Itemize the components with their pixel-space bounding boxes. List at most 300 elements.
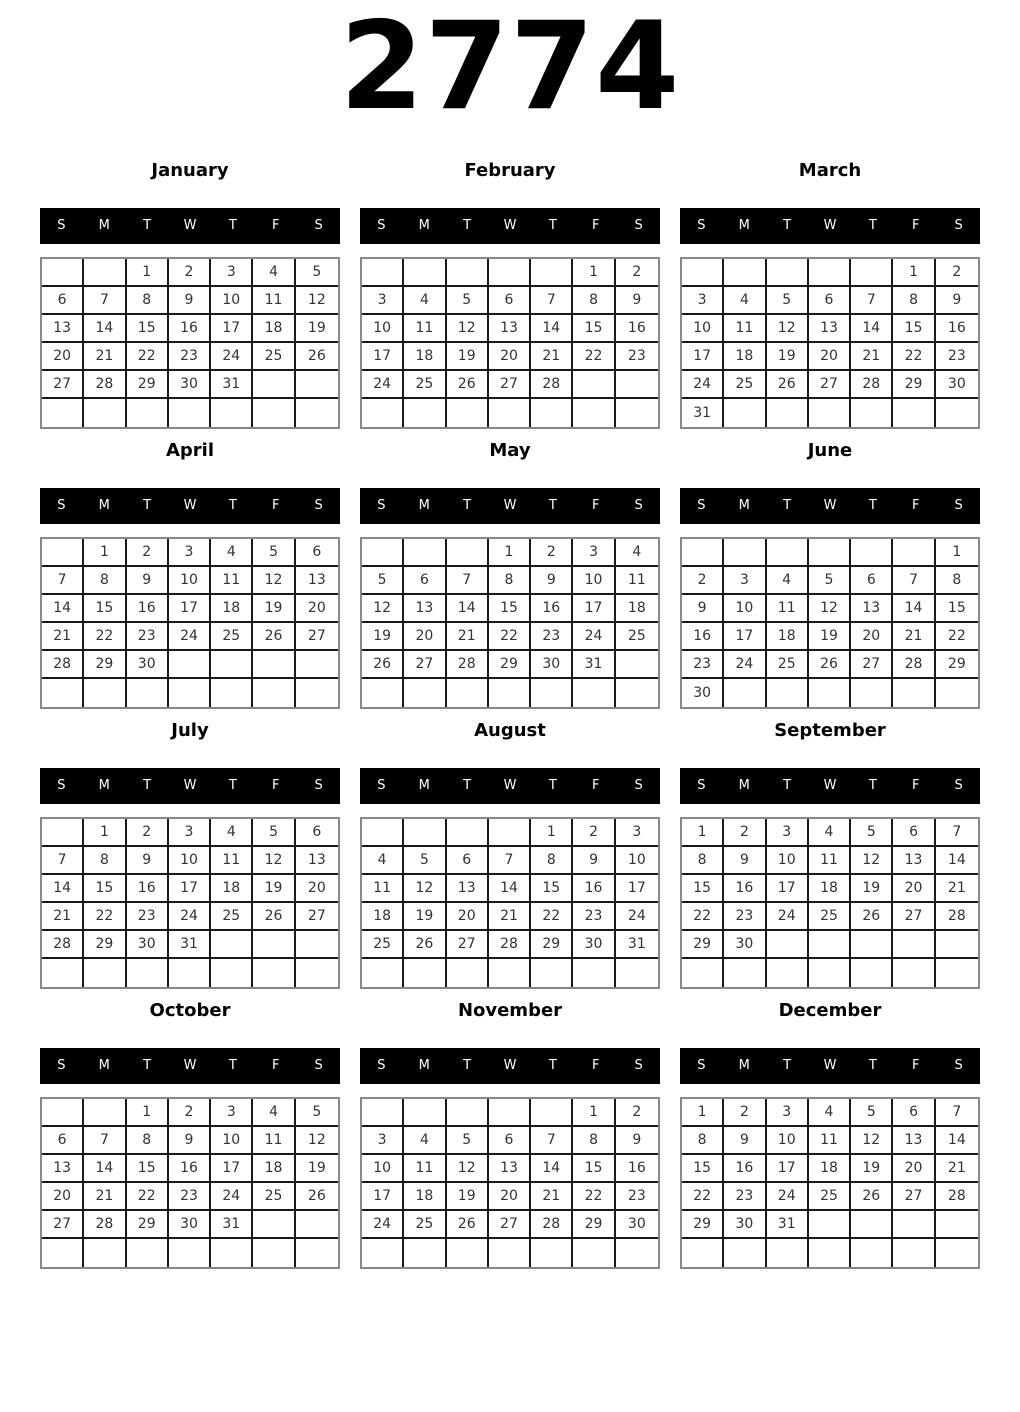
- month-calendar: [360, 158, 660, 429]
- date-cell: 29: [127, 371, 169, 399]
- date-cell: 19: [253, 595, 295, 623]
- date-cell: 6: [42, 287, 84, 315]
- date-cell: 10: [616, 847, 658, 875]
- date-cell: 25: [211, 623, 253, 651]
- date-cell: 21: [42, 903, 84, 931]
- date-cell: 17: [362, 1183, 404, 1211]
- date-cell: 2: [169, 1099, 211, 1127]
- date-cell: 25: [253, 1183, 295, 1211]
- month-title: November: [457, 1000, 563, 1021]
- date-grid: [680, 257, 980, 429]
- empty-date-cell: [767, 399, 809, 427]
- month-title: September: [774, 720, 886, 741]
- weekday-letter: W: [503, 778, 517, 793]
- month-title: December: [778, 1000, 882, 1021]
- date-cell: 1: [573, 1099, 615, 1127]
- empty-date-cell: [616, 1239, 658, 1267]
- date-cell: 18: [809, 875, 851, 903]
- empty-date-cell: [404, 1099, 446, 1127]
- date-cell: 3: [767, 1099, 809, 1127]
- empty-date-cell: [211, 679, 253, 707]
- empty-date-cell: [809, 959, 851, 987]
- weekday-header-row: [40, 768, 340, 804]
- empty-date-cell: [893, 399, 935, 427]
- month-title: March: [798, 160, 862, 181]
- empty-date-cell: [211, 1239, 253, 1267]
- date-grid: [680, 1097, 980, 1269]
- weekday-letter: S: [697, 218, 706, 233]
- date-cell: 10: [169, 847, 211, 875]
- empty-date-cell: [767, 679, 809, 707]
- month-calendar: [40, 718, 340, 989]
- date-cell: 18: [404, 343, 446, 371]
- date-cell: 12: [253, 567, 295, 595]
- date-cell: 26: [447, 1211, 489, 1239]
- empty-date-cell: [809, 399, 851, 427]
- date-cell: 8: [573, 287, 615, 315]
- empty-date-cell: [809, 539, 851, 567]
- date-cell: 1: [682, 819, 724, 847]
- date-cell: 23: [936, 343, 978, 371]
- weekday-header-row: [360, 488, 660, 524]
- date-cell: 27: [296, 623, 338, 651]
- date-cell: 11: [809, 847, 851, 875]
- date-cell: 29: [127, 1211, 169, 1239]
- date-cell: 22: [531, 903, 573, 931]
- date-cell: 28: [489, 931, 531, 959]
- date-cell: 9: [573, 847, 615, 875]
- date-cell: 19: [447, 1183, 489, 1211]
- date-cell: 22: [84, 903, 126, 931]
- date-cell: 5: [809, 567, 851, 595]
- empty-date-cell: [724, 539, 766, 567]
- weekday-letter: M: [418, 1058, 430, 1073]
- weekday-letter: S: [954, 498, 963, 513]
- date-cell: 21: [489, 903, 531, 931]
- date-cell: 9: [169, 287, 211, 315]
- date-cell: 5: [447, 287, 489, 315]
- date-cell: 21: [893, 623, 935, 651]
- date-cell: 18: [616, 595, 658, 623]
- date-cell: 23: [169, 1183, 211, 1211]
- weekday-letter: W: [503, 1058, 517, 1073]
- empty-date-cell: [362, 819, 404, 847]
- date-cell: 7: [447, 567, 489, 595]
- date-cell: 29: [936, 651, 978, 679]
- date-cell: 19: [253, 875, 295, 903]
- empty-date-cell: [404, 679, 446, 707]
- date-cell: 4: [809, 1099, 851, 1127]
- month-calendar: [40, 438, 340, 709]
- weekday-letter: F: [911, 498, 920, 513]
- empty-date-cell: [851, 1211, 893, 1239]
- weekday-letter: T: [868, 498, 877, 513]
- date-cell: 30: [169, 371, 211, 399]
- date-cell: 17: [169, 595, 211, 623]
- date-cell: 11: [767, 595, 809, 623]
- date-cell: 30: [127, 931, 169, 959]
- date-cell: 25: [253, 343, 295, 371]
- date-cell: 27: [42, 1211, 84, 1239]
- weekday-letter: F: [911, 218, 920, 233]
- date-cell: 26: [809, 651, 851, 679]
- empty-date-cell: [809, 931, 851, 959]
- date-cell: 20: [489, 343, 531, 371]
- date-cell: 11: [253, 287, 295, 315]
- month-calendar: [360, 438, 660, 709]
- weekday-letter: W: [183, 1058, 197, 1073]
- empty-date-cell: [851, 259, 893, 287]
- empty-date-cell: [531, 399, 573, 427]
- date-cell: 12: [253, 847, 295, 875]
- date-cell: 10: [767, 847, 809, 875]
- weekday-letter: T: [548, 218, 557, 233]
- date-cell: 22: [893, 343, 935, 371]
- month-title: June: [807, 440, 853, 461]
- date-cell: 20: [42, 1183, 84, 1211]
- weekday-letter: T: [143, 498, 152, 513]
- date-cell: 18: [253, 315, 295, 343]
- date-cell: 2: [127, 539, 169, 567]
- weekday-letter: S: [954, 1058, 963, 1073]
- date-cell: 13: [489, 1155, 531, 1183]
- date-cell: 14: [84, 315, 126, 343]
- date-grid: [360, 1097, 660, 1269]
- date-cell: 21: [84, 343, 126, 371]
- date-cell: 26: [296, 343, 338, 371]
- date-cell: 7: [489, 847, 531, 875]
- date-cell: 13: [893, 847, 935, 875]
- date-cell: 28: [851, 371, 893, 399]
- date-cell: 28: [531, 371, 573, 399]
- date-cell: 15: [489, 595, 531, 623]
- weekday-letter: S: [377, 778, 386, 793]
- weekday-letter: W: [503, 218, 517, 233]
- date-cell: 2: [936, 259, 978, 287]
- date-cell: 3: [767, 819, 809, 847]
- date-cell: 15: [127, 1155, 169, 1183]
- weekday-letter: S: [697, 1058, 706, 1073]
- weekday-letter: S: [634, 778, 643, 793]
- date-cell: 24: [767, 903, 809, 931]
- empty-date-cell: [489, 259, 531, 287]
- date-cell: 22: [573, 1183, 615, 1211]
- date-cell: 3: [362, 287, 404, 315]
- weekday-letter: M: [738, 1058, 750, 1073]
- empty-date-cell: [573, 1239, 615, 1267]
- weekday-letter: S: [697, 778, 706, 793]
- date-cell: 27: [893, 903, 935, 931]
- month-calendar: [360, 718, 660, 989]
- empty-date-cell: [724, 1239, 766, 1267]
- empty-date-cell: [767, 931, 809, 959]
- date-cell: 9: [724, 1127, 766, 1155]
- weekday-letter: F: [591, 1058, 600, 1073]
- date-cell: 20: [893, 1155, 935, 1183]
- date-cell: 15: [682, 1155, 724, 1183]
- date-cell: 8: [489, 567, 531, 595]
- date-cell: 29: [84, 651, 126, 679]
- date-cell: 19: [404, 903, 446, 931]
- date-cell: 17: [169, 875, 211, 903]
- weekday-letter: W: [503, 498, 517, 513]
- date-cell: 16: [616, 315, 658, 343]
- date-cell: 10: [362, 315, 404, 343]
- empty-date-cell: [851, 931, 893, 959]
- empty-date-cell: [936, 679, 978, 707]
- weekday-letter: S: [314, 778, 323, 793]
- date-cell: 12: [404, 875, 446, 903]
- empty-date-cell: [127, 399, 169, 427]
- empty-date-cell: [42, 259, 84, 287]
- date-cell: 15: [84, 875, 126, 903]
- empty-date-cell: [404, 959, 446, 987]
- weekday-letter: S: [57, 778, 66, 793]
- date-cell: 13: [851, 595, 893, 623]
- date-cell: 15: [127, 315, 169, 343]
- date-cell: 6: [42, 1127, 84, 1155]
- date-cell: 19: [767, 343, 809, 371]
- empty-date-cell: [42, 959, 84, 987]
- month-title: February: [464, 160, 556, 181]
- date-grid: [40, 257, 340, 429]
- date-cell: 27: [447, 931, 489, 959]
- date-cell: 5: [767, 287, 809, 315]
- month-title: May: [489, 440, 531, 461]
- date-cell: 16: [616, 1155, 658, 1183]
- date-cell: 26: [767, 371, 809, 399]
- date-cell: 12: [851, 1127, 893, 1155]
- date-cell: 16: [531, 595, 573, 623]
- weekday-letter: F: [271, 1058, 280, 1073]
- date-cell: 9: [531, 567, 573, 595]
- date-cell: 25: [616, 623, 658, 651]
- empty-date-cell: [724, 959, 766, 987]
- date-cell: 2: [682, 567, 724, 595]
- date-cell: 11: [362, 875, 404, 903]
- weekday-header-row: [360, 768, 660, 804]
- date-cell: 23: [682, 651, 724, 679]
- date-cell: 8: [573, 1127, 615, 1155]
- date-cell: 2: [724, 1099, 766, 1127]
- date-cell: 22: [936, 623, 978, 651]
- weekday-letter: W: [183, 498, 197, 513]
- weekday-letter: T: [143, 778, 152, 793]
- date-cell: 30: [573, 931, 615, 959]
- date-cell: 19: [296, 315, 338, 343]
- date-cell: 19: [447, 343, 489, 371]
- empty-date-cell: [489, 399, 531, 427]
- weekday-letter: W: [823, 498, 837, 513]
- weekday-header-row: [40, 488, 340, 524]
- weekday-letter: S: [314, 498, 323, 513]
- date-cell: 29: [682, 931, 724, 959]
- month-calendar: [680, 718, 980, 989]
- date-cell: 27: [851, 651, 893, 679]
- date-cell: 16: [127, 595, 169, 623]
- empty-date-cell: [767, 539, 809, 567]
- empty-date-cell: [84, 1099, 126, 1127]
- empty-date-cell: [809, 679, 851, 707]
- empty-date-cell: [573, 959, 615, 987]
- date-cell: 11: [404, 1155, 446, 1183]
- date-cell: 6: [489, 1127, 531, 1155]
- date-cell: 13: [296, 847, 338, 875]
- date-cell: 21: [851, 343, 893, 371]
- date-cell: 30: [936, 371, 978, 399]
- weekday-letter: S: [634, 1058, 643, 1073]
- date-cell: 6: [893, 819, 935, 847]
- date-cell: 12: [767, 315, 809, 343]
- empty-date-cell: [616, 371, 658, 399]
- weekday-letter: T: [228, 498, 237, 513]
- empty-date-cell: [447, 259, 489, 287]
- date-cell: 30: [616, 1211, 658, 1239]
- weekday-letter: M: [98, 218, 110, 233]
- empty-date-cell: [169, 651, 211, 679]
- date-cell: 16: [724, 875, 766, 903]
- weekday-letter: S: [57, 218, 66, 233]
- empty-date-cell: [447, 539, 489, 567]
- date-cell: 28: [936, 903, 978, 931]
- weekday-letter: W: [823, 778, 837, 793]
- empty-date-cell: [767, 1239, 809, 1267]
- date-cell: 18: [404, 1183, 446, 1211]
- date-cell: 11: [253, 1127, 295, 1155]
- date-cell: 17: [211, 315, 253, 343]
- date-cell: 13: [42, 1155, 84, 1183]
- date-cell: 31: [169, 931, 211, 959]
- empty-date-cell: [531, 679, 573, 707]
- date-cell: 22: [682, 1183, 724, 1211]
- empty-date-cell: [616, 679, 658, 707]
- date-cell: 21: [42, 623, 84, 651]
- date-cell: 1: [127, 1099, 169, 1127]
- date-cell: 14: [42, 595, 84, 623]
- date-cell: 20: [42, 343, 84, 371]
- month-title: April: [165, 440, 215, 461]
- date-cell: 1: [127, 259, 169, 287]
- weekday-letter: T: [868, 218, 877, 233]
- date-cell: 9: [724, 847, 766, 875]
- date-cell: 17: [616, 875, 658, 903]
- date-cell: 4: [404, 287, 446, 315]
- empty-date-cell: [447, 819, 489, 847]
- weekday-letter: S: [634, 498, 643, 513]
- empty-date-cell: [682, 1239, 724, 1267]
- date-cell: 5: [851, 819, 893, 847]
- date-cell: 20: [296, 595, 338, 623]
- weekday-letter: T: [463, 1058, 472, 1073]
- empty-date-cell: [211, 931, 253, 959]
- date-cell: 12: [447, 1155, 489, 1183]
- date-cell: 25: [809, 903, 851, 931]
- date-cell: 8: [531, 847, 573, 875]
- weekday-letter: T: [228, 218, 237, 233]
- date-cell: 4: [724, 287, 766, 315]
- date-cell: 9: [682, 595, 724, 623]
- date-cell: 5: [447, 1127, 489, 1155]
- date-cell: 14: [531, 315, 573, 343]
- date-cell: 24: [362, 371, 404, 399]
- date-cell: 13: [447, 875, 489, 903]
- date-cell: 23: [531, 623, 573, 651]
- empty-date-cell: [573, 399, 615, 427]
- date-cell: 29: [682, 1211, 724, 1239]
- weekday-letter: M: [418, 778, 430, 793]
- date-cell: 13: [404, 595, 446, 623]
- empty-date-cell: [296, 959, 338, 987]
- date-cell: 7: [936, 819, 978, 847]
- date-cell: 10: [362, 1155, 404, 1183]
- date-cell: 27: [296, 903, 338, 931]
- date-cell: 12: [809, 595, 851, 623]
- date-cell: 20: [809, 343, 851, 371]
- month-title: July: [171, 720, 209, 741]
- date-cell: 19: [851, 1155, 893, 1183]
- weekday-letter: T: [143, 1058, 152, 1073]
- date-cell: 16: [936, 315, 978, 343]
- date-cell: 20: [851, 623, 893, 651]
- empty-date-cell: [447, 1239, 489, 1267]
- month-calendar: [40, 998, 340, 1269]
- empty-date-cell: [531, 1099, 573, 1127]
- date-cell: 21: [84, 1183, 126, 1211]
- date-cell: 6: [893, 1099, 935, 1127]
- date-cell: 14: [531, 1155, 573, 1183]
- weekday-letter: T: [548, 1058, 557, 1073]
- date-cell: 24: [169, 623, 211, 651]
- month-calendar: [680, 998, 980, 1269]
- date-cell: 23: [127, 623, 169, 651]
- weekday-header-row: [680, 768, 980, 804]
- empty-date-cell: [893, 1239, 935, 1267]
- month-title: October: [149, 1000, 231, 1021]
- empty-date-cell: [42, 819, 84, 847]
- date-cell: 8: [936, 567, 978, 595]
- weekday-letter: W: [183, 218, 197, 233]
- empty-date-cell: [724, 399, 766, 427]
- date-cell: 15: [573, 1155, 615, 1183]
- weekday-letter: S: [377, 218, 386, 233]
- date-cell: 18: [211, 875, 253, 903]
- date-cell: 11: [211, 847, 253, 875]
- date-cell: 10: [169, 567, 211, 595]
- date-cell: 13: [296, 567, 338, 595]
- weekday-letter: S: [314, 1058, 323, 1073]
- date-cell: 17: [767, 875, 809, 903]
- weekday-letter: S: [634, 218, 643, 233]
- empty-date-cell: [893, 539, 935, 567]
- empty-date-cell: [42, 539, 84, 567]
- weekday-letter: T: [548, 778, 557, 793]
- date-cell: 26: [362, 651, 404, 679]
- empty-date-cell: [211, 651, 253, 679]
- date-cell: 3: [211, 1099, 253, 1127]
- date-cell: 14: [447, 595, 489, 623]
- weekday-letter: S: [377, 498, 386, 513]
- empty-date-cell: [447, 679, 489, 707]
- date-cell: 26: [851, 903, 893, 931]
- date-cell: 9: [936, 287, 978, 315]
- date-cell: 16: [573, 875, 615, 903]
- empty-date-cell: [169, 399, 211, 427]
- empty-date-cell: [809, 1239, 851, 1267]
- date-cell: 30: [127, 651, 169, 679]
- date-cell: 9: [616, 1127, 658, 1155]
- empty-date-cell: [936, 931, 978, 959]
- weekday-letter: W: [823, 1058, 837, 1073]
